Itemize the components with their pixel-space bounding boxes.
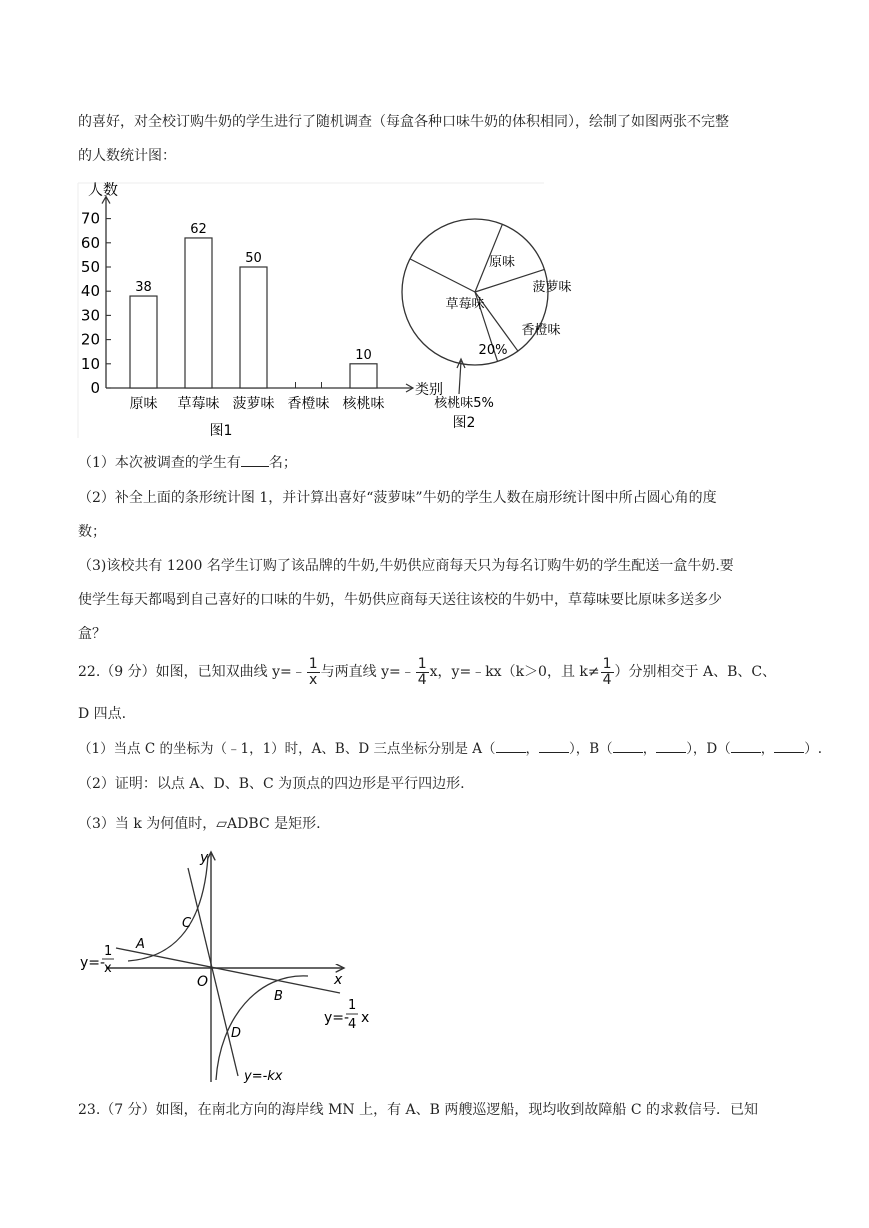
hyperbola-branch-lower-right [216, 976, 308, 1080]
point-c-label: C [182, 916, 192, 931]
question-22-part-2: （2）证明：以点 A、D、B、C 为顶点的四边形是平行四边形. [78, 776, 465, 792]
y-tick-label: 0 [90, 379, 100, 397]
y-tick-label: 20 [80, 330, 100, 349]
answer-blank[interactable] [496, 738, 526, 753]
answer-blank[interactable] [656, 738, 686, 753]
question-22-line-2: D 四点. [78, 706, 127, 722]
question-2-line-1: （2）补全上面的条形统计图 1，并计算出喜好“菠萝味”牛奶的学生人数在扇形统计图中所占圆心角的度 [78, 490, 717, 506]
x-tick-label: 核桃味 [342, 396, 385, 412]
y-tick-label: 50 [80, 258, 100, 276]
pie-chart [402, 219, 572, 431]
fraction: $\frac{1}{x}$ [308, 655, 318, 688]
hyperbola-label-prefix: y=- [80, 955, 106, 971]
bar [130, 296, 157, 388]
bar-value-label: 50 [245, 251, 262, 266]
y-tick-label: 70 [80, 209, 100, 228]
y-tick-label: 10 [80, 354, 100, 373]
bar [185, 238, 212, 388]
line1-label-suffix: x [361, 1010, 370, 1026]
bar-value-label: 10 [355, 347, 372, 363]
point-d-label: D [231, 1026, 242, 1041]
bar-chart [81, 181, 443, 439]
line-y-minus-kx [188, 868, 238, 1076]
question-22-header: 22.（9 分）如图，已知双曲线 y=﹣ $\frac{1}{x}$ 与两直线 y=﹣ $\frac{1}{4}$ x，y=﹣kx（k＞0，且 k≠ $\frac{1}{4}$ ）分别相交于 A、B、C、 [78, 655, 777, 688]
y-tick-label: 30 [80, 306, 100, 325]
bar-value-label: 62 [190, 221, 207, 237]
hyperbola-graph [78, 848, 378, 1088]
line-y-minus-quarter-x [116, 948, 340, 993]
bar-value-label: 38 [135, 280, 152, 296]
hyperbola-label-den: x [104, 961, 112, 976]
pie-label: 原味 [488, 255, 516, 270]
y-tick-label: 60 [80, 233, 100, 252]
answer-blank[interactable] [613, 738, 643, 753]
pie-label: 草莓味 [445, 297, 485, 312]
line1-label-den: 4 [348, 1017, 357, 1032]
y-tick-label: 40 [80, 282, 100, 301]
x-tick-label: 原味 [129, 396, 158, 412]
y-axis-label: y [200, 850, 209, 866]
x-tick-label: 菠萝味 [232, 396, 275, 412]
fraction: $\frac{1}{4}$ [417, 655, 427, 688]
fraction: $\frac{1}{4}$ [602, 655, 612, 688]
question-22-part-1: （1）当点 C 的坐标为（﹣1，1）时，A、B、D 三点坐标分别是 A（ ， ），B（ ， ），D（ ， ）. [78, 738, 822, 759]
point-a-label: A [136, 937, 145, 952]
figure-1-caption: 图1 [209, 423, 233, 439]
pie-label: 菠萝味 [532, 280, 572, 295]
x-axis-label: x [334, 972, 343, 988]
line1-label-num: 1 [348, 998, 357, 1013]
question-3-line-3: 盒？ [78, 626, 106, 642]
question-22-part-3: （3）当 k 为何值时，▱ADBC 是矩形. [78, 816, 321, 832]
intro-line-1: 的喜好，对全校订购牛奶的学生进行了随机调查（每盒各种口味牛奶的体积相同），绘制了如图两张不完整 [78, 114, 729, 130]
y-axis-label: 人数 [88, 180, 119, 199]
answer-blank[interactable] [731, 738, 761, 753]
bar [240, 267, 267, 388]
pie-pointer [459, 361, 461, 394]
question-3-line-2: 使学生每天都喝到自己喜好的口味的牛奶，牛奶供应商每天送往该校的牛奶中，草莓味要比原味多送多少 [78, 592, 722, 608]
origin-label: O [197, 974, 209, 990]
x-tick-label: 草莓味 [177, 396, 220, 412]
pie-label-small: 核桃味5% [434, 396, 494, 411]
statistics-figure [78, 180, 572, 439]
question-23: 23.（7 分）如图，在南北方向的海岸线 MN 上，有 A、B 两艘巡逻船，现均收到故障船 C 的求救信号．已知 [78, 1102, 759, 1118]
answer-blank[interactable] [774, 738, 804, 753]
answer-blank[interactable] [241, 452, 269, 467]
hyperbola-label-num: 1 [104, 944, 113, 959]
bar [350, 364, 377, 388]
question-1: （1）本次被调查的学生有 名； [78, 452, 297, 473]
line2-label: y=-kx [244, 1069, 283, 1084]
question-2-line-2: 数； [78, 524, 106, 540]
line1-label-prefix: y=- [324, 1010, 350, 1026]
question-3-line-1: （3)该校共有 1200 名学生订购了该品牌的牛奶,牛奶供应商每天只为每名订购牛奶的学生配送一盒牛奶.要 [78, 558, 734, 574]
pie-label: 香橙味 [521, 323, 561, 338]
x-axis-label: 类别 [415, 382, 443, 398]
figure-2-caption: 图2 [452, 415, 476, 431]
answer-blank[interactable] [539, 738, 569, 753]
intro-line-2: 的人数统计图： [78, 148, 176, 164]
point-b-label: B [274, 989, 283, 1004]
pie-annotation: 20% [478, 343, 508, 358]
x-tick-label: 香橙味 [287, 396, 330, 412]
